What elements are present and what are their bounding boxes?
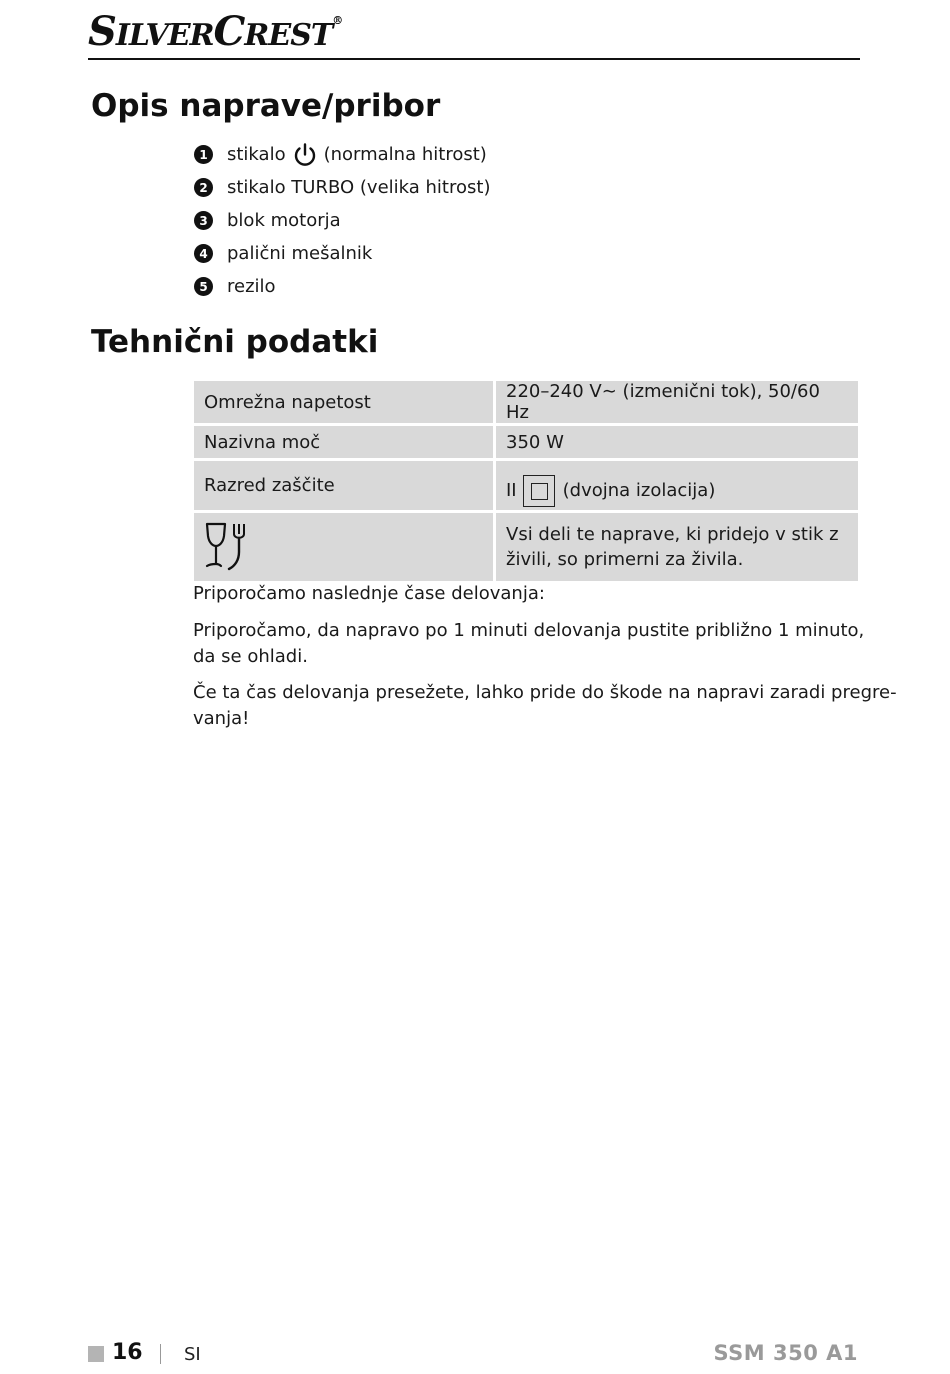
paragraph-line: Priporočamo, da napravo po 1 minuti delovanja pustite približno 1 minuto, (193, 620, 865, 641)
section-title-technical: Tehnični podatki (91, 324, 379, 360)
item-text: stikalo TURBO (velika hitrost) (227, 177, 491, 198)
item-text: (normalna hitrost) (323, 144, 487, 165)
logo-text: ILVER (115, 18, 214, 53)
food-safe-icon (204, 522, 248, 572)
table-cell-value (496, 513, 858, 581)
item-number: 2 (194, 178, 213, 197)
class-ii-icon (523, 475, 555, 507)
language-code: SI (184, 1344, 201, 1365)
table-cell-value: 350 W (496, 426, 858, 461)
item-number: 1 (194, 145, 213, 164)
list-item (194, 237, 490, 270)
item-number: 4 (194, 244, 213, 263)
section-title-description: Opis naprave/pribor (91, 88, 441, 124)
page-number: 16 (112, 1340, 143, 1365)
table-row (194, 381, 858, 426)
item-text: blok motorja (227, 210, 341, 231)
table-cell-label: Omrežna napetost (194, 381, 496, 426)
table-cell-label: Razred zaščite (194, 461, 496, 513)
footer-divider (160, 1344, 161, 1364)
list-item (194, 138, 490, 171)
footer-square-marker (88, 1346, 104, 1362)
protection-class-text: (dvojna izolacija) (562, 480, 716, 501)
logo-text: REST (244, 18, 333, 53)
table-row (194, 461, 858, 513)
page-footer (88, 1340, 860, 1370)
parts-list (194, 138, 490, 303)
protection-class (506, 475, 715, 507)
list-item (194, 270, 490, 303)
food-safe-text-line: Vsi deli te naprave, ki pridejo v stik z (506, 524, 839, 545)
table-cell-label (194, 513, 496, 581)
paragraph-recommendation (193, 618, 864, 670)
list-item (194, 171, 490, 204)
technical-data-table (194, 381, 858, 581)
protection-class-roman: II (506, 480, 517, 501)
logo-letter: C (213, 8, 245, 55)
item-number: 3 (194, 211, 213, 230)
table-cell-value (496, 461, 858, 513)
table-row (194, 513, 858, 581)
paragraph-line: da se ohladi. (193, 646, 308, 667)
paragraph-line: Če ta čas delovanja presežete, lahko pride do škode na napravi zaradi pregre- (193, 682, 897, 703)
logo-letter: S (88, 8, 116, 55)
item-text: stikalo (227, 144, 286, 165)
food-safe-text-line: živili, so primerni za živila. (506, 549, 744, 570)
page-header (88, 8, 860, 60)
paragraph-warning (193, 680, 897, 732)
paragraph-line: vanja! (193, 708, 250, 729)
silvercrest-logo (88, 8, 342, 55)
model-number: SSM 350 A1 (713, 1341, 858, 1365)
registered-mark: ® (332, 14, 343, 27)
item-text: palični mešalnik (227, 243, 373, 264)
power-icon (292, 142, 318, 168)
paragraph-recommendation-intro: Priporočamo naslednje čase delovanja: (193, 583, 545, 604)
table-row (194, 426, 858, 461)
item-number: 5 (194, 277, 213, 296)
table-cell-label: Nazivna moč (194, 426, 496, 461)
table-cell-value: 220–240 V∼ (izmenični tok), 50/60 Hz (496, 381, 858, 426)
list-item (194, 204, 490, 237)
item-text: rezilo (227, 276, 276, 297)
